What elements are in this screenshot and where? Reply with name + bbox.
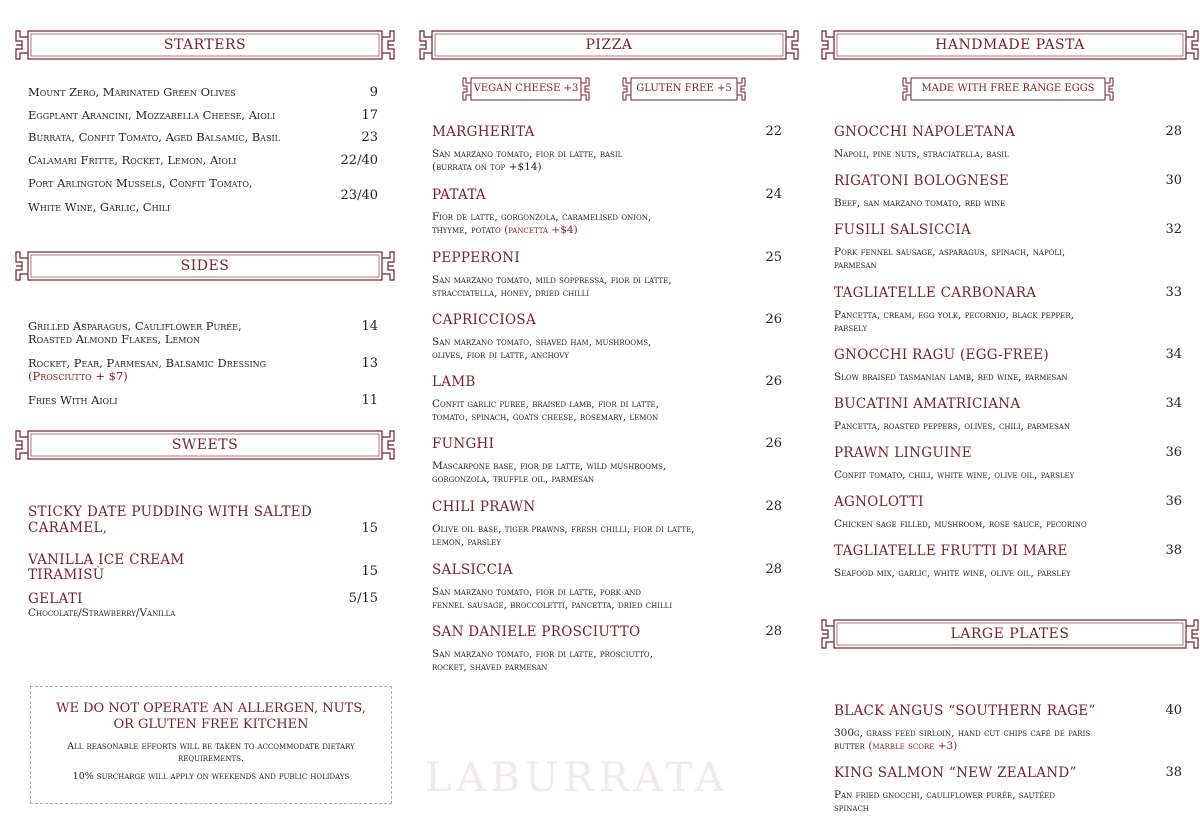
sweet-item xyxy=(28,504,378,568)
gluten-free-label: GLUTEN FREE +5 xyxy=(636,83,732,94)
pizza-item xyxy=(432,124,782,174)
pizza-price: 24 xyxy=(765,187,782,202)
pizza-name: SAN DANIELE PROSCIUTTO xyxy=(432,624,641,640)
pasta-desc-line2: parsely xyxy=(834,322,868,334)
pasta-item xyxy=(834,494,1182,531)
free-range-eggs-label: MADE WITH FREE RANGE EGGS xyxy=(921,83,1095,94)
sweet-name: TIRAMISÙ xyxy=(28,567,105,583)
pizza-name: PEPPERONI xyxy=(432,250,521,266)
pizza-item xyxy=(432,312,782,362)
sweet-desc: Chocolate/Strawberry/Vanilla xyxy=(28,607,176,619)
pizza-desc-line2: tomato, spinach, goats cheese, rosemary, lemon xyxy=(432,411,659,423)
pizza-desc: Confit garlic puree, braised lamb, fior di latte, xyxy=(432,398,659,410)
pizza-extra: (pancetta +$4) xyxy=(504,224,578,236)
large-plate-price: 38 xyxy=(1165,765,1182,780)
pasta-name: TAGLIATELLE FRUTTI DI MARE xyxy=(834,543,1068,559)
pizza-item xyxy=(432,436,782,486)
pasta-price: 30 xyxy=(1165,173,1182,188)
large-plate-item xyxy=(834,765,1182,815)
pizza-price: 26 xyxy=(765,436,782,451)
pasta-item xyxy=(834,347,1182,384)
pizza-item xyxy=(432,374,782,424)
pasta-name: RIGATONI BOLOGNESE xyxy=(834,173,1010,189)
large-plates-banner xyxy=(820,618,1200,650)
pasta-item xyxy=(834,285,1182,335)
large-plate-price: 40 xyxy=(1165,703,1182,718)
pasta-desc: Seafood mix, garlic, white wine, olive oil, parsley xyxy=(834,567,1071,579)
notice-line2: 10% surcharge will apply on weekends and public holidays xyxy=(72,771,350,782)
starter-item xyxy=(28,108,378,122)
pizza-desc: Olive oil base, tiger prawns, fresh chilli, fior di latte, xyxy=(432,523,695,535)
pizza-name: FUNGHI xyxy=(432,436,495,452)
pasta-item xyxy=(834,222,1182,272)
pasta-item xyxy=(834,124,1182,161)
side-name: Fries With Aioli xyxy=(28,393,118,407)
side-price: 14 xyxy=(361,319,378,334)
large-plate-desc: 300g, grass feed sirloin, hand cut chips café de paris xyxy=(834,727,1091,739)
pizza-title: PIZZA xyxy=(585,37,633,53)
pasta-desc: Chicken sage filled, mushroom, rose sauce, pecorino xyxy=(834,518,1087,530)
starter-item xyxy=(28,85,378,99)
pizza-item xyxy=(432,624,782,674)
free-range-eggs-tag xyxy=(902,76,1114,102)
large-plate-desc-line2: butter xyxy=(834,740,865,752)
side-item xyxy=(28,320,378,346)
pizza-desc-line2: rocket, shaved parmesan xyxy=(432,661,548,673)
sweet-name-line2: VANILLA ICE CREAM xyxy=(28,552,185,568)
pizza-price: 28 xyxy=(765,499,782,514)
large-plate-item xyxy=(834,703,1182,753)
pasta-item xyxy=(834,396,1182,433)
sides-banner xyxy=(14,250,396,282)
pasta-desc: Slow braised tasmanian lamb, red wine, parmesan xyxy=(834,371,1068,383)
pizza-price: 22 xyxy=(765,124,782,139)
vegan-cheese-label: VEGAN CHEESE +3 xyxy=(473,83,579,94)
pizza-desc: San marzano tomato, fior di latte, pork and xyxy=(432,586,641,598)
pizza-desc-line2: olives, fior di latte, anchovy xyxy=(432,349,569,361)
pizza-desc: San marzano tomato, shaved ham, mushrooms, xyxy=(432,336,652,348)
side-price: 13 xyxy=(361,356,378,371)
pizza-desc-line2: lemon, parsley xyxy=(432,536,502,548)
side-price: 11 xyxy=(361,393,378,408)
pizza-price: 26 xyxy=(765,374,782,389)
sweet-price: 5/15 xyxy=(348,591,378,606)
pizza-name: CHILI PRAWN xyxy=(432,499,536,515)
starter-name-line2: White Wine, Garlic, Chili xyxy=(28,200,171,214)
pasta-name: FUSILI SALSICCIA xyxy=(834,222,971,238)
pizza-desc-line2: gorgonzola, truffle oil, parmesan xyxy=(432,473,595,485)
pasta-name: PRAWN LINGUINE xyxy=(834,445,972,461)
pasta-price: 34 xyxy=(1165,347,1182,362)
pasta-price: 38 xyxy=(1165,543,1182,558)
pasta-desc: Pancetta, roasted peppers, olives, chili, parmesan xyxy=(834,420,1070,432)
pasta-desc-line2: parmesan xyxy=(834,259,877,271)
pizza-item xyxy=(432,499,782,549)
pizza-desc-line2: fennel sausage, broccoletti, pancetta, dried chilli xyxy=(432,599,673,611)
notice-heading: WE DO NOT OPERATE AN ALLERGEN, NUTS, OR GLUTEN FREE KITCHEN xyxy=(56,701,366,732)
pizza-desc-line2: stracciatella, honey, dried chilli xyxy=(432,287,590,299)
pasta-name: TAGLIATELLE CARBONARA xyxy=(834,285,1037,301)
notice-line1: All reasonable efforts will be taken to accommodate dietary requirements. xyxy=(67,741,355,764)
side-name: Grilled Asparagus, Cauliflower Purée, xyxy=(28,319,242,333)
pizza-price: 25 xyxy=(765,250,782,265)
pizza-desc: San marzano tomato, mild soppressa, fior di latte, xyxy=(432,274,672,286)
pasta-item xyxy=(834,543,1182,580)
side-name-line2: Roasted Almond Flakes, Lemon xyxy=(28,332,201,346)
pizza-desc-line2: thyyme, potato xyxy=(432,224,501,236)
starter-name: Port Arlington Mussels, Confit Tomato, xyxy=(28,176,253,190)
pasta-price: 36 xyxy=(1165,494,1182,509)
sweets-title: SWEETS xyxy=(171,437,239,453)
laburrata-watermark: LABURRATA xyxy=(425,755,729,801)
starters-banner xyxy=(14,29,396,61)
pizza-name: SALSICCIA xyxy=(432,562,513,578)
starter-name: Burrata, Confit Tomato, Aged Balsamic, Basil xyxy=(28,130,280,144)
pasta-desc: Napoli, pine nuts, straciatella, basil xyxy=(834,148,1009,160)
large-plate-name: KING SALMON “NEW ZEALAND” xyxy=(834,765,1077,781)
pasta-desc: Confit tomato, chili, white wine, olive oil, parsley xyxy=(834,469,1075,481)
pizza-price: 28 xyxy=(765,624,782,639)
pizza-price: 26 xyxy=(765,312,782,327)
starter-price: 22/40 xyxy=(340,153,378,168)
pizza-name: MARGHERITA xyxy=(432,124,535,140)
pizza-name: LAMB xyxy=(432,374,476,390)
pizza-name: CAPRICCIOSA xyxy=(432,312,537,328)
pizza-desc: San marzano tomato, fior di latte, prosciutto, xyxy=(432,648,653,660)
pasta-name: AGNOLOTTI xyxy=(834,494,924,510)
side-item xyxy=(28,357,378,383)
pizza-extra: (burrata on top +$14) xyxy=(432,161,542,173)
starter-price: 17 xyxy=(361,108,378,123)
starter-item xyxy=(28,130,378,144)
pasta-price: 32 xyxy=(1165,222,1182,237)
sweet-price: 15 xyxy=(361,564,378,579)
pizza-desc: Mascarpone base, fior de latte, wild mushrooms, xyxy=(432,460,667,472)
pasta-item xyxy=(834,173,1182,210)
pasta-title: HANDMADE PASTA xyxy=(935,37,1085,53)
pasta-price: 28 xyxy=(1165,124,1182,139)
starter-name: Calamari Fritte, Rocket, Lemon, Aioli xyxy=(28,153,237,167)
pasta-name: GNOCCHI RAGU (EGG-FREE) xyxy=(834,347,1049,363)
sweet-price: 15 xyxy=(361,521,378,536)
pizza-desc: Fior de latte, gorgonzola, caramelised onion, xyxy=(432,211,652,223)
sweet-item xyxy=(28,591,378,620)
starter-name: Mount Zero, Marinated Green Olives xyxy=(28,85,236,99)
starter-price: 23 xyxy=(361,130,378,145)
allergen-notice xyxy=(30,686,392,804)
sides-title: SIDES xyxy=(180,258,230,274)
pasta-desc: Pancetta, cream, egg yolk, pecornio, black pepper, xyxy=(834,309,1074,321)
pasta-price: 34 xyxy=(1165,396,1182,411)
pasta-item xyxy=(834,445,1182,482)
sweet-item xyxy=(28,564,378,583)
large-plate-name: BLACK ANGUS “SOUTHERN RAGE” xyxy=(834,703,1096,719)
pizza-name: PATATA xyxy=(432,187,486,203)
side-item xyxy=(28,393,378,407)
pasta-name: BUCATINI AMATRICIANA xyxy=(834,396,1021,412)
starter-item xyxy=(28,176,378,220)
large-plates-title: LARGE PLATES xyxy=(950,626,1070,642)
large-plate-extra: (marble score +3) xyxy=(868,740,958,752)
pasta-price: 36 xyxy=(1165,445,1182,460)
starter-name: Eggplant Arancini, Mozzarella Cheese, Aioli xyxy=(28,108,276,122)
starter-price: 23/40 xyxy=(340,188,378,203)
pizza-price: 28 xyxy=(765,562,782,577)
sweets-banner xyxy=(14,429,396,461)
vegan-cheese-tag xyxy=(462,76,590,102)
pizza-item xyxy=(432,562,782,612)
side-name: Rocket, Pear, Parmesan, Balsamic Dressing xyxy=(28,356,267,370)
large-plate-desc: Pan fried gnocchi, cauliflower purée, sautéed xyxy=(834,789,1056,801)
pizza-banner xyxy=(418,29,800,61)
starter-item xyxy=(28,153,378,167)
sweet-name: STICKY DATE PUDDING WITH SALTED CARAMEL, xyxy=(28,504,313,536)
side-extra: (Prosciutto + $7) xyxy=(28,369,128,383)
pasta-name: GNOCCHI NAPOLETANA xyxy=(834,124,1016,140)
pasta-desc: Beef, san marzano tomato, red wine xyxy=(834,197,1006,209)
starters-title: STARTERS xyxy=(163,37,247,53)
pasta-banner xyxy=(820,29,1200,61)
large-plate-desc-line2: spinach xyxy=(834,802,869,814)
pizza-item xyxy=(432,250,782,300)
sweet-name: GELATI xyxy=(28,591,83,607)
pizza-item xyxy=(432,187,782,237)
gluten-free-tag xyxy=(622,76,746,102)
starter-price: 9 xyxy=(369,85,378,100)
pasta-price: 33 xyxy=(1165,285,1182,300)
pasta-desc: Pork fennel sausage, asparagus, spinach, napoli, xyxy=(834,246,1066,258)
pizza-desc: San marzano tomato, fior di latte, basil xyxy=(432,148,623,160)
